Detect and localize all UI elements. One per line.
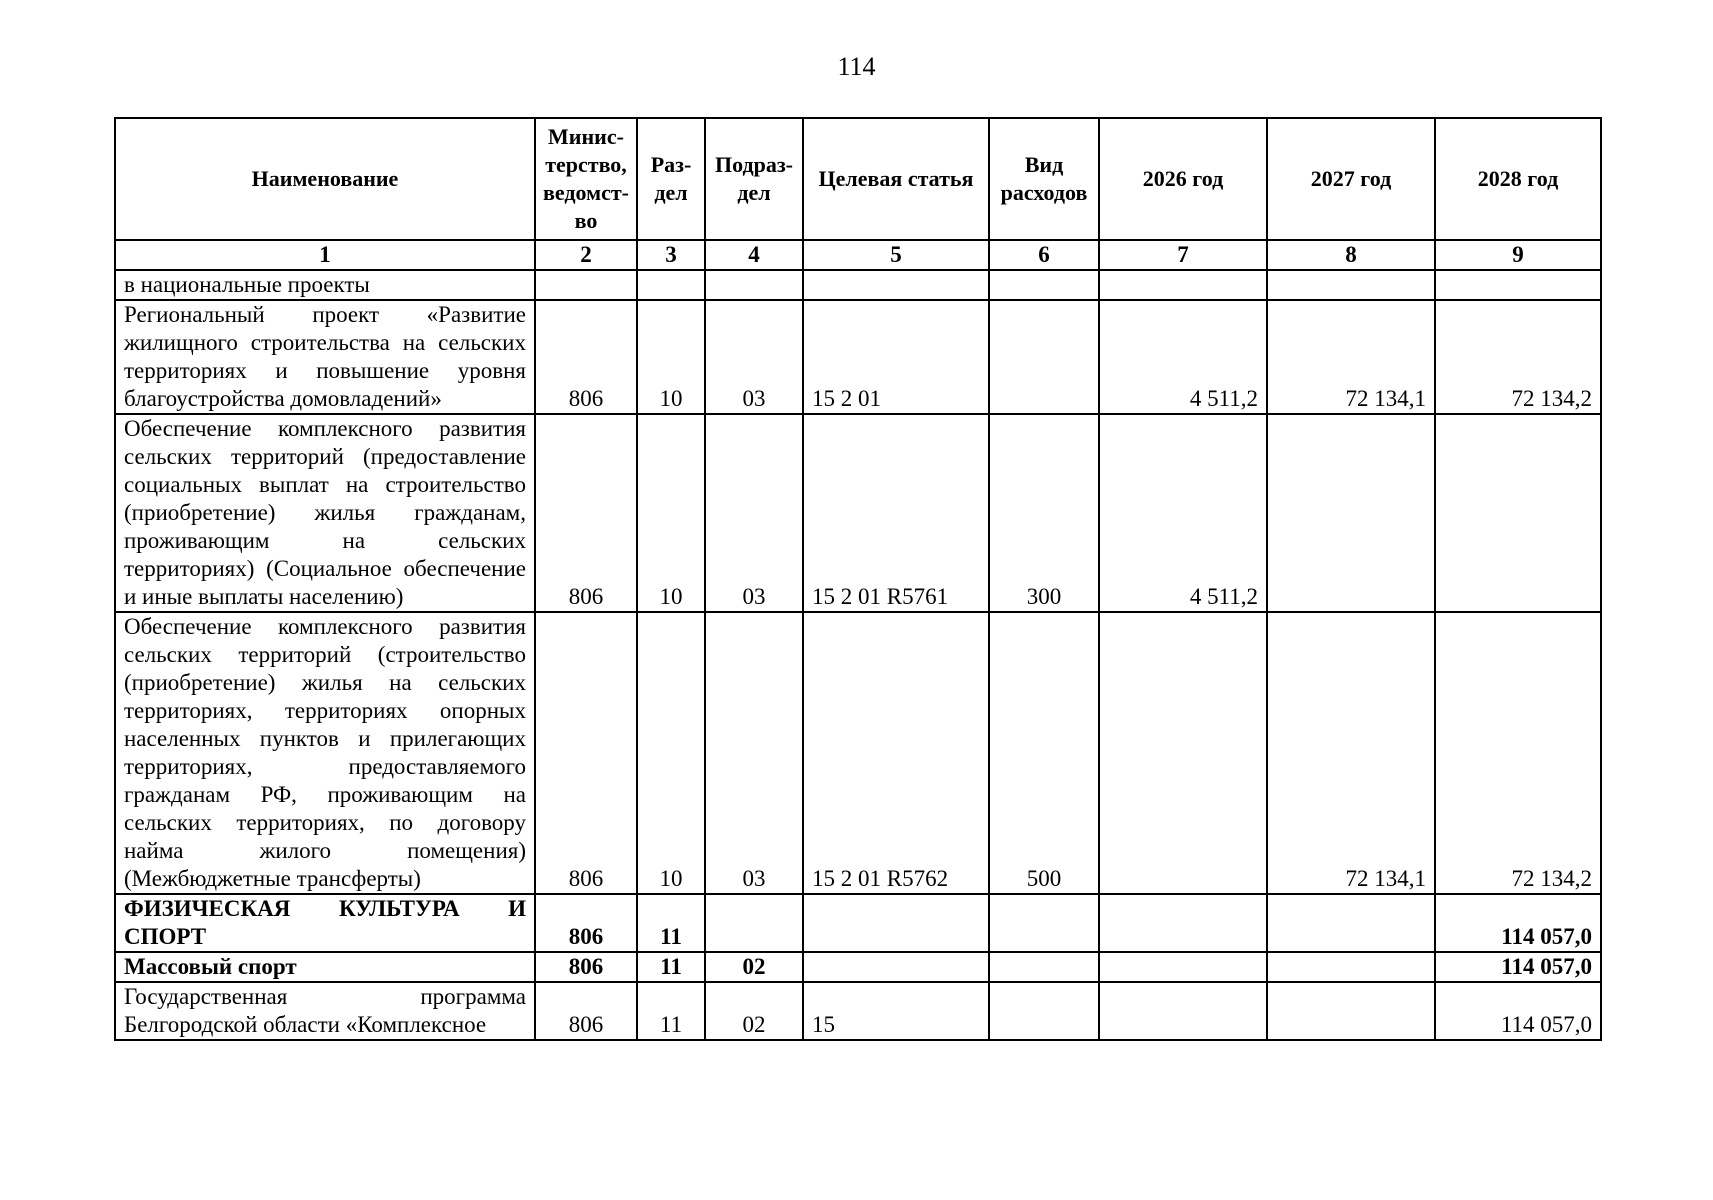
column-number: 3	[637, 240, 705, 270]
row-name: в национальные проекты	[115, 270, 535, 300]
row-2026: 4 511,2	[1099, 300, 1267, 414]
table-row	[115, 414, 1601, 612]
row-2028: 72 134,2	[1435, 612, 1601, 894]
header-section: Раз-дел	[637, 118, 705, 240]
column-number: 5	[803, 240, 989, 270]
row-subsection	[705, 894, 803, 952]
row-subsection: 03	[705, 414, 803, 612]
row-2027: 72 134,1	[1267, 300, 1435, 414]
row-subsection: 03	[705, 300, 803, 414]
row-subsection: 03	[705, 612, 803, 894]
budget-table	[114, 117, 1602, 1041]
row-ministry: 806	[535, 982, 637, 1040]
row-2027	[1267, 982, 1435, 1040]
row-2026	[1099, 270, 1267, 300]
row-name: ФИЗИЧЕСКАЯ КУЛЬТУРА И СПОРТ	[115, 894, 535, 952]
table-row	[115, 270, 1601, 300]
row-name: Обеспечение комплексного развития сельских территорий (предоставление социальных выплат на строительство (приобретение) жилья гражданам, проживающим на сельских территориях) (Социальное обеспечение и иные выплаты населению)	[115, 414, 535, 612]
header-2028: 2028 год	[1435, 118, 1601, 240]
row-ministry	[535, 270, 637, 300]
row-2028: 114 057,0	[1435, 952, 1601, 982]
row-expense	[989, 982, 1099, 1040]
row-section	[637, 270, 705, 300]
header-row	[115, 118, 1601, 240]
column-number: 6	[989, 240, 1099, 270]
row-expense	[989, 894, 1099, 952]
row-2027	[1267, 894, 1435, 952]
row-2028: 72 134,2	[1435, 300, 1601, 414]
row-ministry: 806	[535, 612, 637, 894]
row-section: 10	[637, 300, 705, 414]
row-ministry: 806	[535, 300, 637, 414]
row-target	[803, 952, 989, 982]
row-expense	[989, 270, 1099, 300]
row-expense: 500	[989, 612, 1099, 894]
column-number: 4	[705, 240, 803, 270]
row-2026: 4 511,2	[1099, 414, 1267, 612]
row-2028: 114 057,0	[1435, 982, 1601, 1040]
row-2026	[1099, 952, 1267, 982]
header-ministry: Минис-терство, ведомст-во	[535, 118, 637, 240]
row-subsection	[705, 270, 803, 300]
header-2027: 2027 год	[1267, 118, 1435, 240]
row-2028	[1435, 270, 1601, 300]
row-2026	[1099, 612, 1267, 894]
row-2026	[1099, 982, 1267, 1040]
row-target	[803, 894, 989, 952]
column-number: 1	[115, 240, 535, 270]
row-target: 15	[803, 982, 989, 1040]
row-name: Региональный проект «Развитие жилищного строительства на сельских территориях и повышение уровня благоустройства домовладений»	[115, 300, 535, 414]
row-target: 15 2 01 R5761	[803, 414, 989, 612]
row-ministry: 806	[535, 894, 637, 952]
row-expense	[989, 952, 1099, 982]
row-2028: 114 057,0	[1435, 894, 1601, 952]
row-ministry: 806	[535, 952, 637, 982]
row-2026	[1099, 894, 1267, 952]
row-subsection: 02	[705, 952, 803, 982]
table-row	[115, 952, 1601, 982]
row-2027	[1267, 414, 1435, 612]
table-row	[115, 982, 1601, 1040]
header-subsection: Подраз-дел	[705, 118, 803, 240]
row-2027	[1267, 952, 1435, 982]
column-number: 8	[1267, 240, 1435, 270]
row-target: 15 2 01 R5762	[803, 612, 989, 894]
header-expense: Вид расходов	[989, 118, 1099, 240]
row-section: 10	[637, 414, 705, 612]
header-name: Наименование	[115, 118, 535, 240]
row-target	[803, 270, 989, 300]
column-number: 9	[1435, 240, 1601, 270]
row-expense: 300	[989, 414, 1099, 612]
row-2027	[1267, 270, 1435, 300]
row-ministry: 806	[535, 414, 637, 612]
row-expense	[989, 300, 1099, 414]
row-2028	[1435, 414, 1601, 612]
column-number-row	[115, 240, 1601, 270]
row-section: 11	[637, 894, 705, 952]
column-number: 7	[1099, 240, 1267, 270]
page-number: 114	[837, 52, 876, 81]
table-row	[115, 612, 1601, 894]
header-target: Целевая статья	[803, 118, 989, 240]
row-target: 15 2 01	[803, 300, 989, 414]
row-subsection: 02	[705, 982, 803, 1040]
row-section: 11	[637, 952, 705, 982]
row-section: 11	[637, 982, 705, 1040]
table-row	[115, 300, 1601, 414]
table-row	[115, 894, 1601, 952]
header-2026: 2026 год	[1099, 118, 1267, 240]
row-2027: 72 134,1	[1267, 612, 1435, 894]
row-name: Государственная программа Белгородской области «Комплексное	[115, 982, 535, 1040]
row-name: Массовый спорт	[115, 952, 535, 982]
row-section: 10	[637, 612, 705, 894]
column-number: 2	[535, 240, 637, 270]
row-name: Обеспечение комплексного развития сельских территорий (строительство (приобретение) жилья на сельских территориях, территориях опорных населенных пунктов и прилегающих территориях, предоставляемого гражданам РФ, проживающим на сельских территориях, по договору найма жилого помещения) (Межбюджетные трансферты)	[115, 612, 535, 894]
